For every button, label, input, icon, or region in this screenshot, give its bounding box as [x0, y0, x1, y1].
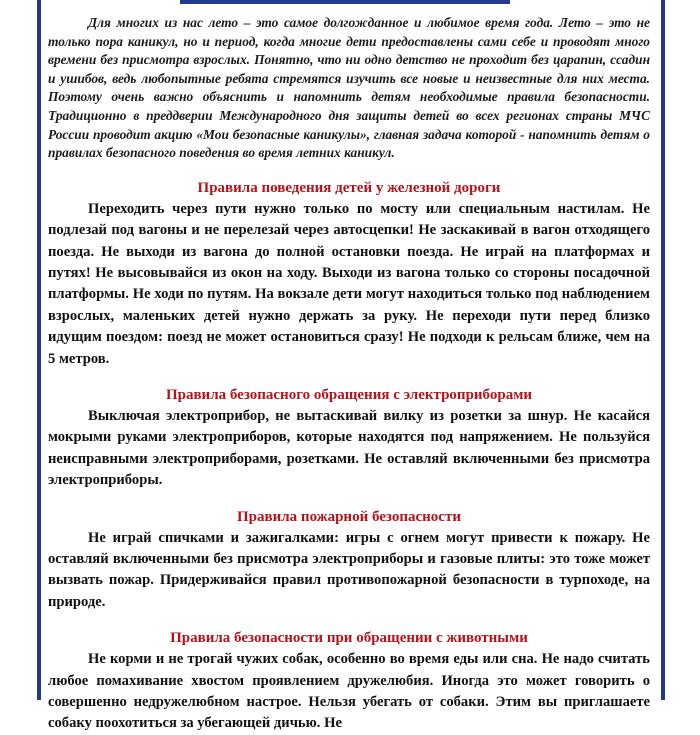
section-title-fire: Правила пожарной безопасности [237, 508, 461, 525]
section-title-animals: Правила безопасности при обращении с животными [170, 630, 528, 647]
intro-paragraph: Для многих из нас лето – это самое долгожданное и любимое время года. Лето – это не только пора каникул, но и период, когда многие дети предоставлены сами себе и проводят много времени без присмотра взрослых. Понятно, что ни одно детство не проходит без царапин, ссадин и ушибов, ведь любопытные ребята стремятся изучить все новые и неизвестные для них места. Поэтому очень важно объяснить и напомнить детям необходимые правила безопасности. Традиционно в преддверии Международного дня защиты детей во всех регионах страны МЧС России проводит акцию «Мои безопасные каникулы», главная задача которой - напомнить детям о правилах безопасного поведения во время летних каникул. [48, 15, 650, 161]
section-title-electrical: Правила безопасного обращения с электроприборами [165, 387, 533, 403]
section-text-electrical: Выключая электроприбор, не вытаскивай вилку из розетки за шнур. Не касайся мокрыми руками электроприборов, которые находятся под напряжением. Не пользуйся неисправными электроприборами, розетками. Не оставляй включенными без присмотра электроприборы. [48, 408, 650, 489]
section-text-fire: Не играй спичками и зажигалками: игры с огнем могут привести к пожару. Не оставляй включенными без присмотра электроприборы и газовые плиты: это тоже может вызвать пожар. Придерживайся правил противопожарной безопасности в турпоходе, на природе. [48, 529, 650, 610]
section-text-animals: Не корми и не трогай чужих собак, особенно во время еды или сна. Не надо считать любое помахивание хвостом проявлением дружелюбия. Иногда это может говорить о совершенно недружелюбном настрое. Нельзя убегать от собаки. Этим вы приглашаете собаку поохотиться за убегающей дичью. Не [48, 651, 650, 732]
section-title-railway: Правила поведения детей у железной дороги [197, 179, 501, 196]
top-border-line [180, 0, 510, 4]
document-content [48, 14, 650, 735]
section-text-railway: Переходить через пути нужно только по мосту или специальным настилам. Не подлезай под вагоны и не перелезай через автосцепки! Не заскакивай в вагон отходящего поезда. Не выходи из вагона до полной остановки поезда. Не играй на платформах и путях! Не высовывайся из окон на ходу. Выходи из вагона только со стороны посадочной платформы. Не ходи по путям. На вокзале дети могут находиться только под наблюдением взрослых, маленьких детей нужно держать за руку. Не переходи пути перед близко идущим поездом: поезд не может остановиться сразу! Не подходи к рельсам ближе, чем на 5 метров. [48, 200, 650, 367]
